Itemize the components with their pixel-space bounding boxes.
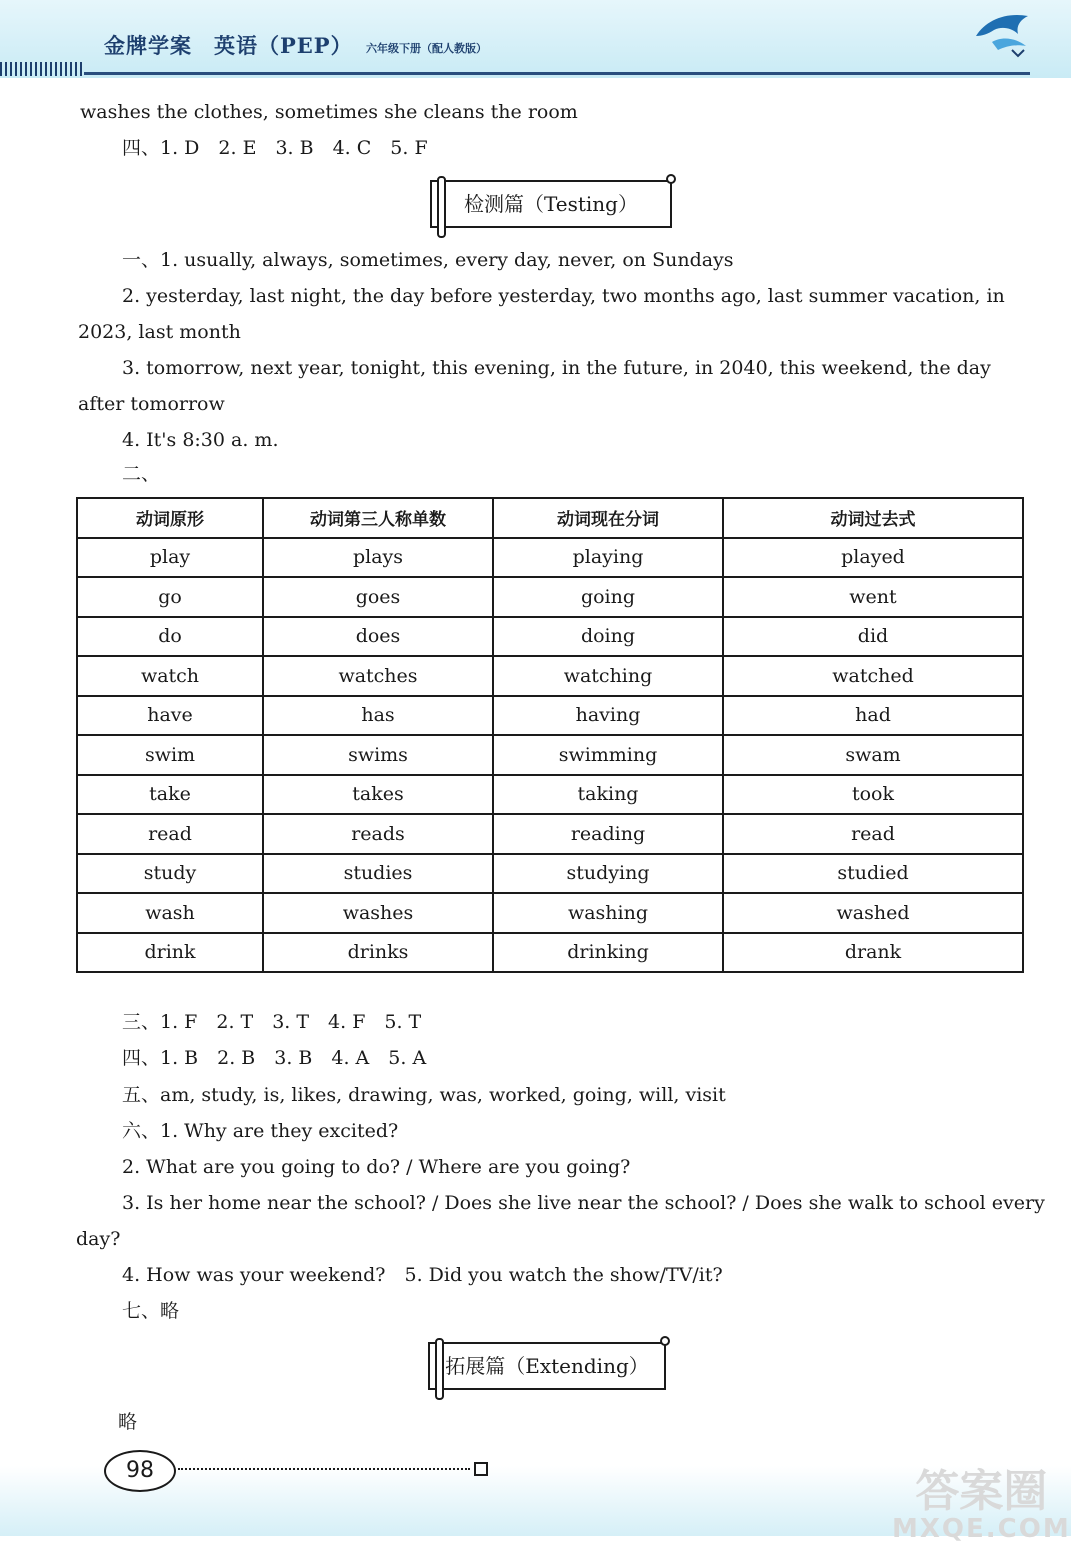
header-rule: [84, 72, 1030, 75]
q7-answer: 七、略: [122, 1300, 180, 1322]
q1-line2b: 2023, last month: [78, 321, 241, 343]
table-row: [77, 577, 1023, 617]
cell-third-person: swims: [263, 735, 493, 775]
cell-present-participle: doing: [493, 617, 723, 657]
cell-base-form: swim: [77, 735, 263, 775]
cell-third-person: washes: [263, 893, 493, 933]
q6-line4: 4. How was your weekend? 5. Did you watch the show/TV/it?: [122, 1264, 723, 1286]
q1-line3a: 3. tomorrow, next year, tonight, this evening, in the future, in 2040, this weekend, the day: [122, 357, 991, 379]
cell-past-tense: had: [723, 696, 1023, 736]
cell-base-form: go: [77, 577, 263, 617]
verb-forms-table: [76, 497, 1024, 973]
table-header-row: [77, 498, 1023, 538]
q1-line1: 一、1. usually, always, sometimes, every day, never, on Sundays: [122, 249, 734, 271]
watermark-logo: [892, 1466, 1071, 1544]
header-past-tense: 动词过去式: [723, 498, 1023, 538]
header-title: 金牌学案 英语（PEP）: [104, 33, 353, 58]
q6-line1: 六、1. Why are they excited?: [122, 1120, 399, 1142]
q6-line2: 2. What are you going to do? / Where are you going?: [122, 1156, 631, 1178]
table-row: [77, 617, 1023, 657]
header-third-person: 动词第三人称单数: [263, 498, 493, 538]
q3-answers: 三、1. F 2. T 3. T 4. F 5. T: [122, 1011, 422, 1033]
page-number: 98: [104, 1450, 176, 1492]
cell-present-participle: washing: [493, 893, 723, 933]
cell-present-participle: swimming: [493, 735, 723, 775]
testing-title-box: [430, 180, 672, 228]
cell-present-participle: having: [493, 696, 723, 736]
q4-answers: 四、1. B 2. B 3. B 4. A 5. A: [122, 1047, 427, 1069]
header-ticks: [0, 62, 84, 76]
cell-base-form: drink: [77, 933, 263, 973]
dolphin-icon: [972, 6, 1032, 60]
table-row: [77, 775, 1023, 815]
q5-answers: 五、am, study, is, likes, drawing, was, worked, going, will, visit: [122, 1084, 726, 1106]
q1-line2a: 2. yesterday, last night, the day before yesterday, two months ago, last summer vacation, in: [122, 285, 1005, 307]
page-square-mark: [474, 1462, 488, 1476]
extending-title: 拓展篇（Extending）: [445, 1354, 649, 1378]
cell-present-participle: going: [493, 577, 723, 617]
intro-line: washes the clothes, sometimes she cleans the room: [80, 101, 578, 123]
cell-third-person: reads: [263, 814, 493, 854]
cell-base-form: watch: [77, 656, 263, 696]
table-row: [77, 735, 1023, 775]
cell-present-participle: watching: [493, 656, 723, 696]
table-row: [77, 893, 1023, 933]
cell-past-tense: went: [723, 577, 1023, 617]
table-row: [77, 538, 1023, 578]
cell-third-person: drinks: [263, 933, 493, 973]
cell-past-tense: watched: [723, 656, 1023, 696]
page-dotted-rule: [178, 1468, 470, 1472]
cell-past-tense: played: [723, 538, 1023, 578]
watermark-bottom: MXQE.COM: [892, 1514, 1071, 1544]
cell-past-tense: drank: [723, 933, 1023, 973]
cell-present-participle: studying: [493, 854, 723, 894]
testing-title: 检测篇（Testing）: [463, 192, 638, 216]
cell-base-form: study: [77, 854, 263, 894]
table-row: [77, 814, 1023, 854]
extending-answer: 略: [118, 1411, 138, 1433]
cell-present-participle: taking: [493, 775, 723, 815]
cell-base-form: read: [77, 814, 263, 854]
header-present-participle: 动词现在分词: [493, 498, 723, 538]
cell-base-form: do: [77, 617, 263, 657]
table-row: [77, 656, 1023, 696]
cell-present-participle: playing: [493, 538, 723, 578]
cell-third-person: studies: [263, 854, 493, 894]
cell-past-tense: took: [723, 775, 1023, 815]
watermark-top: 答案圈: [915, 1466, 1048, 1517]
cell-present-participle: reading: [493, 814, 723, 854]
table-row: [77, 933, 1023, 973]
cell-third-person: does: [263, 617, 493, 657]
cell-past-tense: studied: [723, 854, 1023, 894]
cell-past-tense: did: [723, 617, 1023, 657]
header-base-form: 动词原形: [77, 498, 263, 538]
cell-base-form: play: [77, 538, 263, 578]
cell-base-form: have: [77, 696, 263, 736]
cell-third-person: takes: [263, 775, 493, 815]
cell-base-form: take: [77, 775, 263, 815]
q6-line3b: day?: [76, 1228, 121, 1250]
cell-past-tense: read: [723, 814, 1023, 854]
cell-past-tense: swam: [723, 735, 1023, 775]
table-row: [77, 854, 1023, 894]
cell-present-participle: drinking: [493, 933, 723, 973]
cell-third-person: goes: [263, 577, 493, 617]
cell-third-person: has: [263, 696, 493, 736]
extending-title-box: [428, 1342, 666, 1390]
cell-past-tense: washed: [723, 893, 1023, 933]
cell-third-person: plays: [263, 538, 493, 578]
q2-label: 二、: [122, 463, 161, 485]
header-subtitle: 六年级下册（配人教版）: [366, 42, 487, 55]
cell-base-form: wash: [77, 893, 263, 933]
q1-line4: 4. It's 8:30 a. m.: [122, 429, 279, 451]
table-row: [77, 696, 1023, 736]
cell-third-person: watches: [263, 656, 493, 696]
section4-answers: 四、1. D 2. E 3. B 4. C 5. F: [122, 137, 428, 159]
q6-line3a: 3. Is her home near the school? / Does she live near the school? / Does she walk to school every: [122, 1192, 1045, 1214]
q1-line3b: after tomorrow: [78, 393, 225, 415]
